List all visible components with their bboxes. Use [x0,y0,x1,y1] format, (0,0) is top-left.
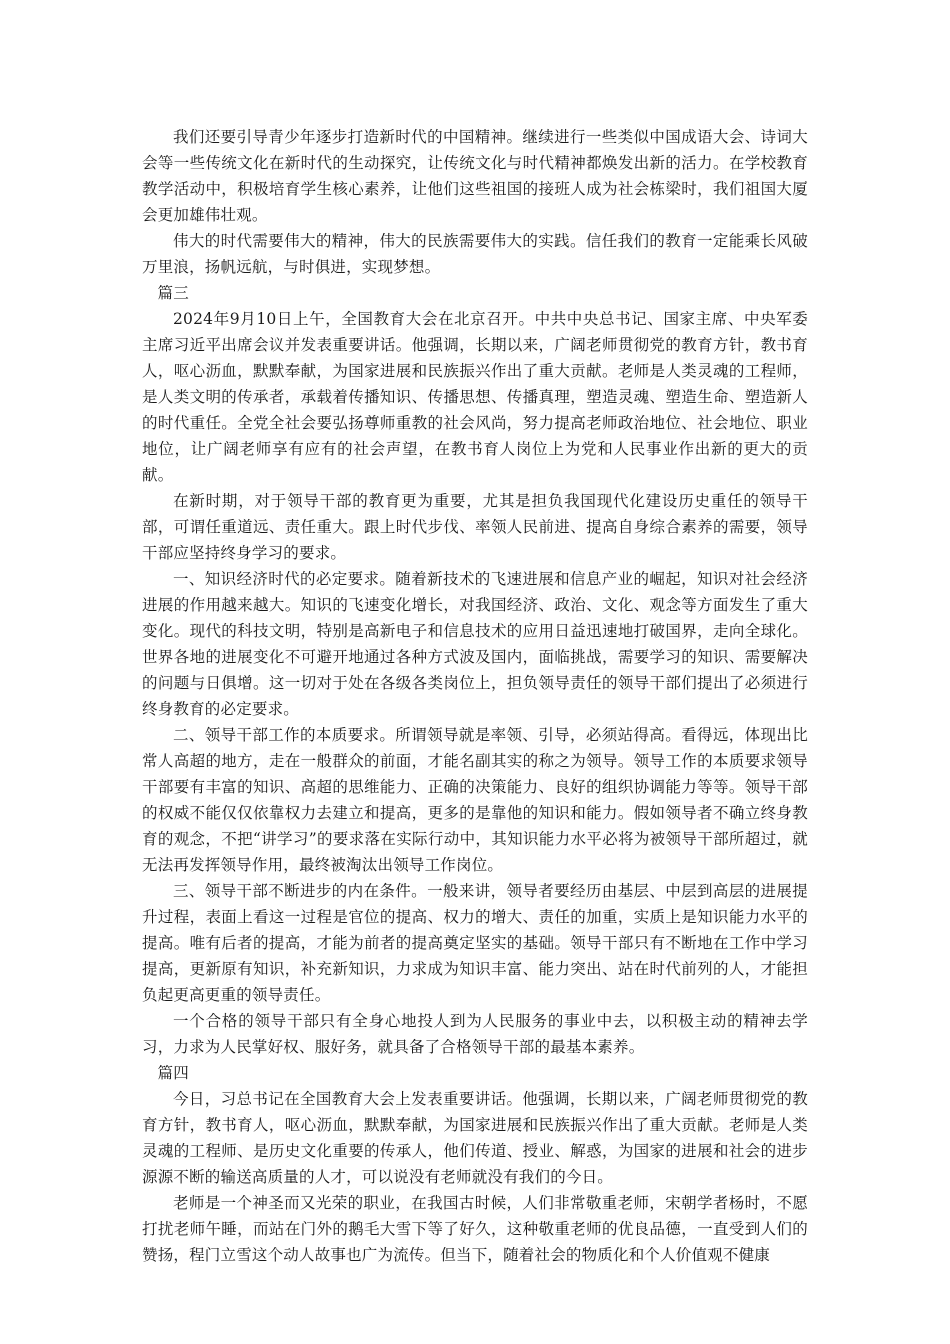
paragraph: 在新时期，对于领导干部的教育更为重要，尤其是担负我国现代化建设历史重任的领导干部，可谓任重道远、责任重大。跟上时代步伐、率领人民前进、提高自身综合素养的需要，领导干部应坚持终身学习的要求。 [142,492,808,562]
document-page [142,124,808,1268]
paragraph: 一个合格的领导干部只有全身心地投人到为人民服务的事业中去，以积极主动的精神去学习，力求为人民掌好权、服好务，就具备了合格领导干部的最基本素养。 [142,1012,808,1056]
paragraph: 二、领导干部工作的本质要求。所谓领导就是率领、引导，必须站得高。看得远，体现出比常人高超的地方，走在一般群众的前面，才能名副其实的称之为领导。领导工作的本质要求领导干部要有丰富的知识、高超的思维能力、正确的决策能力、良好的组织协调能力等等。领导干部的权威不能仅仅依靠权力去建立和提高，更多的是靠他的知识和能力。假如领导者不确立终身教育的观念，不把“讲学习”的要求落在实际行动中，其知识能力水平必将为被领导干部所超过，就无法再发挥领导作用，最终被淘汰出领导工作岗位。 [142,726,808,874]
section-heading: 篇四 [157,1064,189,1082]
paragraph: 我们还要引导青少年逐步打造新时代的中国精神。继续进行一些类似中国成语大会、诗词大会等一些传统文化在新时代的生动探究，让传统文化与时代精神都焕发出新的活力。在学校教育教学活动中，积极培育学生核心素养，让他们这些祖国的接班人成为社会栋梁时，我们祖国大厦会更加雄伟壮观。 [142,128,808,224]
paragraph: 一、知识经济时代的必定要求。随着新技术的飞速进展和信息产业的崛起，知识对社会经济进展的作用越来越大。知识的飞速变化增长，对我国经济、政治、文化、观念等方面发生了重大变化。现代的科技文明，特别是高新电子和信息技术的应用日益迅速地打破国界，走向全球化。世界各地的进展变化不可避开地通过各种方式波及国内，面临挑战，需要学习的知识、需要解决的问题与日俱增。这一切对于处在各级各类岗位上，担负领导责任的领导干部们提出了必须进行终身教育的必定要求。 [142,570,808,718]
paragraph: 老师是一个神圣而又光荣的职业，在我国古时候，人们非常敬重老师，宋朝学者杨时，不愿打扰老师午睡，而站在门外的鹅毛大雪下等了好久，这种敬重老师的优良品德，一直受到人们的赞扬，程门立雪这个动人故事也广为流传。但当下，随着社会的物质化和个人价值观不健康 [142,1194,808,1264]
paragraph: 2024年9月10日上午，全国教育大会在北京召开。中共中央总书记、国家主席、中央军委主席习近平出席会议并发表重要讲话。他强调，长期以来，广阔老师贯彻党的教育方针，教书育人，呕心沥血，默默奉献，为国家进展和民族振兴作出了重大贡献。老师是人类灵魂的工程师，是人类文明的传承者，承载着传播知识、传播思想、传播真理，塑造灵魂、塑造生命、塑造新人的时代重任。全党全社会要弘扬尊师重教的社会风尚，努力提高老师政治地位、社会地位、职业地位，让广阔老师享有应有的社会声望，在教书育人岗位上为党和人民事业作出新的更大的贡献。 [142,310,808,484]
section-heading: 篇三 [157,284,189,302]
paragraph: 今日，习总书记在全国教育大会上发表重要讲话。他强调，长期以来，广阔老师贯彻党的教育方针，教书育人，呕心沥血，默默奉献，为国家进展和民族振兴作出了重大贡献。老师是人类灵魂的工程师、是历史文化重要的传承人，他们传道、授业、解惑，为国家的进展和社会的进步源源不断的输送高质量的人才，可以说没有老师就没有我们的今日。 [142,1090,808,1186]
paragraph: 伟大的时代需要伟大的精神，伟大的民族需要伟大的实践。信任我们的教育一定能乘长风破万里浪，扬帆远航，与时俱进，实现梦想。 [142,232,808,276]
paragraph: 三、领导干部不断进步的内在条件。一般来讲，领导者要经历由基层、中层到高层的进展提升过程，表面上看这一过程是官位的提高、权力的增大、责任的加重，实质上是知识能力水平的提高。唯有后者的提高，才能为前者的提高奠定坚实的基础。领导干部只有不断地在工作中学习提高，更新原有知识，补充新知识，力求成为知识丰富、能力突出、站在时代前列的人，才能担负起更高更重的领导责任。 [142,882,808,1004]
